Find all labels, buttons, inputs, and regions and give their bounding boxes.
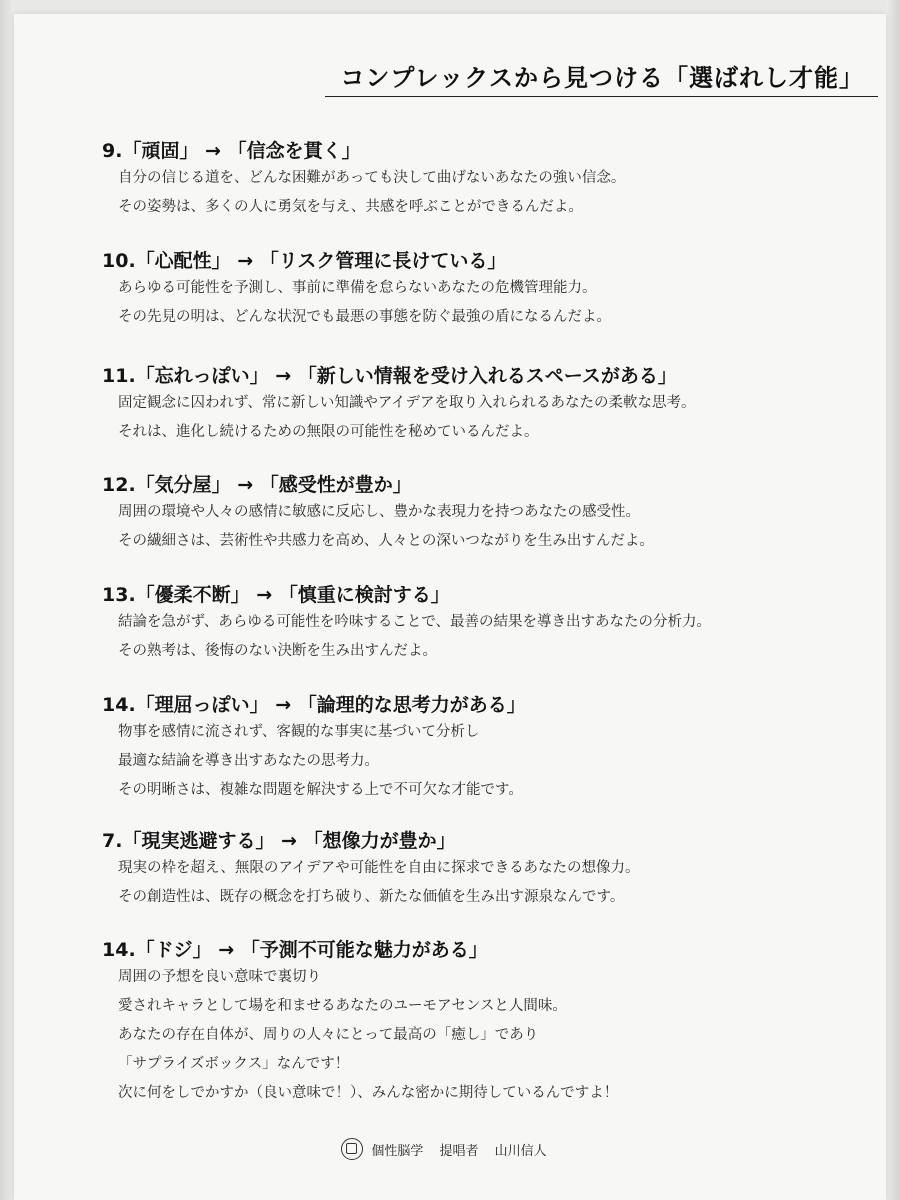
section-item <box>90 363 850 447</box>
section-line: あなたの存在自体が、周りの人々にとって最高の「癒し」であり <box>118 1027 539 1043</box>
section-heading: 7.「現実逃避する」 → 「想像力が豊か」 <box>102 830 456 852</box>
section-line: 「サプライズボックス」なんです！ <box>118 1056 350 1072</box>
section-item <box>90 937 850 1108</box>
section-line: それは、進化し続けるための無限の可能性を秘めているんだよ。 <box>118 424 539 440</box>
section-heading: 11.「忘れっぽい」 → 「新しい情報を受け入れるスペースがある」 <box>102 365 677 387</box>
section-line: 周囲の予想を良い意味で裏切り <box>118 969 321 985</box>
section-heading: 12.「気分屋」 → 「感受性が豊か」 <box>102 474 412 496</box>
section-line: あらゆる可能性を予測し、事前に準備を怠らないあなたの危機管理能力。 <box>118 280 597 296</box>
page-edge-left <box>0 0 14 1200</box>
footer <box>0 1138 900 1164</box>
section-item <box>90 692 850 805</box>
title-underline <box>325 96 878 97</box>
page-title: コンプレックスから見つける「選ばれし才能」 <box>340 64 864 92</box>
section-line: その創造性は、既存の概念を打ち破り、新たな価値を生み出す源泉なんです。 <box>118 889 625 905</box>
section-heading: 14.「ドジ」 → 「予測不可能な魅力がある」 <box>102 939 488 961</box>
section-item <box>90 472 850 556</box>
section-item <box>90 138 850 222</box>
section-line: 固定観念に囚われず、常に新しい知識やアイデアを取り入れられるあなたの柔軟な思考。 <box>118 395 696 411</box>
section-line: 周囲の環境や人々の感情に敏感に反応し、豊かな表現力を持つあなたの感受性。 <box>118 504 640 520</box>
section-heading: 13.「優柔不断」 → 「慎重に検討する」 <box>102 584 450 606</box>
footer-org: 個性脳学 <box>371 1143 424 1159</box>
section-heading: 9.「頑固」 → 「信念を貫く」 <box>102 140 361 162</box>
section-item <box>90 248 850 332</box>
section-line: 現実の枠を超え、無限のアイデアや可能性を自由に探求できるあなたの想像力。 <box>118 860 640 876</box>
section-item <box>90 828 850 912</box>
section-line: 愛されキャラとして場を和ませるあなたのユーモアセンスと人間味。 <box>118 998 567 1014</box>
section-line: 最適な結論を導き出すあなたの思考力。 <box>118 753 379 769</box>
footer-name: 山川信人 <box>494 1143 547 1159</box>
section-line: その先見の明は、どんな状況でも最悪の事態を防ぐ最強の盾になるんだよ。 <box>118 309 611 325</box>
section-line: 自分の信じる道を、どんな困難があっても決して曲げないあなたの強い信念。 <box>118 170 626 186</box>
section-line: 結論を急がず、あらゆる可能性を吟味することで、最善の結果を導き出すあなたの分析力。 <box>118 614 712 630</box>
section-heading: 10.「心配性」 → 「リスク管理に長けている」 <box>102 250 507 272</box>
section-item <box>90 582 850 666</box>
section-line: その明晰さは、複雑な問題を解決する上で不可欠な才能です。 <box>118 782 523 798</box>
section-heading: 14.「理屈っぽい」 → 「論理的な思考力がある」 <box>102 694 526 716</box>
footer-role: 提唱者 <box>439 1143 479 1159</box>
section-line: 物事を感情に流されず、客観的な事実に基づいて分析し <box>118 724 480 740</box>
section-line: その姿勢は、多くの人に勇気を与え、共感を呼ぶことができるんだよ。 <box>118 199 583 215</box>
page-edge-right <box>886 0 900 1200</box>
section-line: その熟考は、後悔のない決断を生み出すんだよ。 <box>118 643 437 659</box>
section-line: 次に何をしでかすか（良い意味で！）、みんな密かに期待しているんですよ！ <box>118 1085 619 1101</box>
seal-logo-icon <box>341 1138 363 1160</box>
section-line: その繊細さは、芸術性や共感力を高め、人々との深いつながりを生み出すんだよ。 <box>118 533 654 549</box>
